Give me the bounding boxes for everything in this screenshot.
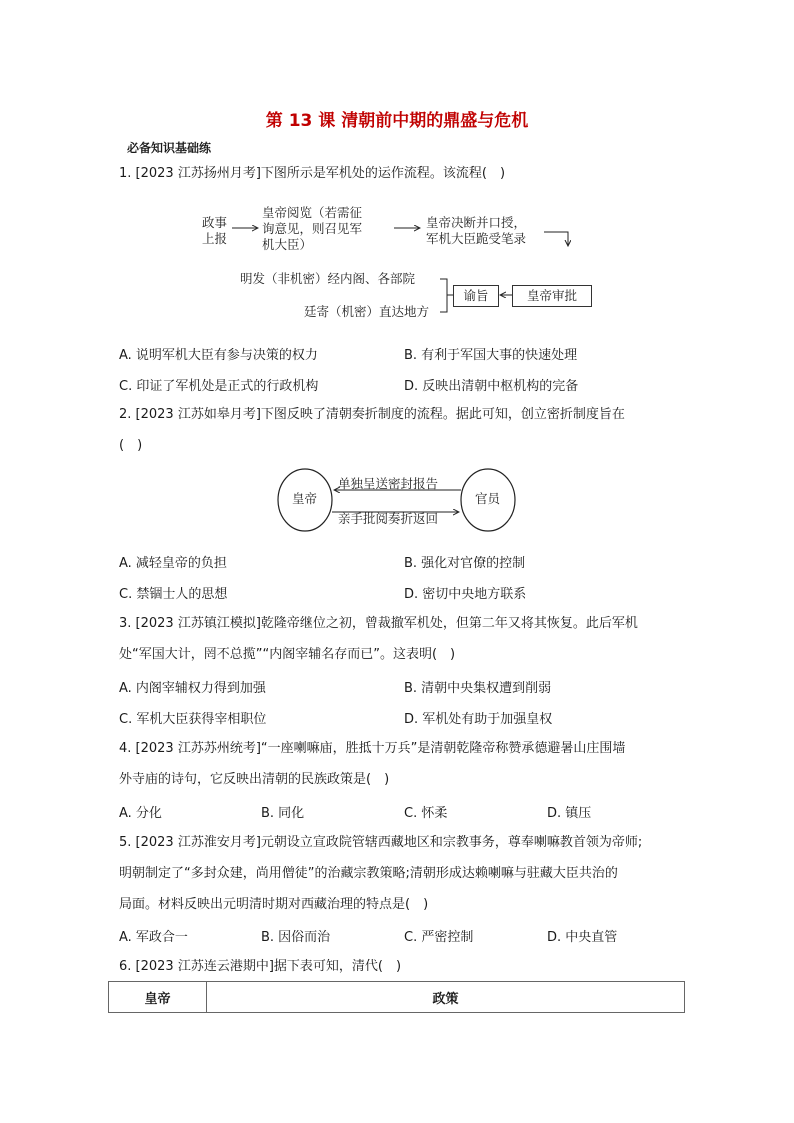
question-2-stem-line1: 2. [2023 江苏如皋月考]下图反映了清朝奏折制度的流程。据此可知，创立密折制度旨在 [119,407,625,422]
table-header-emperor: 皇帝 [109,982,207,1013]
flow-arrows [0,0,794,340]
flow-review-line2: 询意见，则召见军 [262,221,363,236]
question-5-stem-line3: 局面。材料反映出元明清时期对西藏治理的特点是( ) [119,897,429,912]
question-1-stem: 1. [2023 江苏扬州月考]下图所示是军机处的运作流程。该流程( ) [119,166,506,181]
q5-option-c[interactable]: C. 严密控制 [404,930,474,945]
q5-option-a[interactable]: A. 军政合一 [119,930,188,945]
q3-option-b[interactable]: B. 清朝中央集权遭到削弱 [404,681,552,696]
q2-option-c[interactable]: C. 禁锢士人的思想 [119,587,228,602]
bottom-arrow-label: 亲手批阅奏折返回 [338,511,439,526]
flow-mingfa: 明发（非机密）经内阁、各部院 [240,271,416,286]
q2-option-b[interactable]: B. 强化对官僚的控制 [404,556,526,571]
top-arrow-label: 单独呈送密封报告 [338,476,439,491]
flow-review-line3: 机大臣） [262,237,313,252]
q1-option-d[interactable]: D. 反映出清朝中枢机构的完备 [404,379,579,394]
question-4-stem-line2: 外寺庙的诗句，它反映出清朝的民族政策是( ) [119,772,390,787]
arrow-decide-down [544,232,568,246]
question-5-stem-line1: 5. [2023 江苏淮安月考]元朝设立宣政院管辖西藏地区和宗教事务，尊奉喇嘛教首领为帝师; [119,835,643,850]
flow-review-line1: 皇帝阅览（若需征 [262,205,363,220]
section-heading: 必备知识基础练 [127,141,212,155]
question-4-stem-line1: 4. [2023 江苏苏州统考]“一座喇嘛庙，胜抵十万兵”是清朝乾隆帝称赞承德避暑山庄围墙 [119,741,626,756]
q1-option-a[interactable]: A. 说明军机大臣有参与决策的权力 [119,348,318,363]
q2-option-a[interactable]: A. 减轻皇帝的负担 [119,556,227,571]
table-header-row [109,982,685,1013]
flow-edict-label: 谕旨 [463,288,489,303]
q4-option-c[interactable]: C. 怀柔 [404,806,448,821]
official-label: 官员 [475,491,501,506]
q4-option-b[interactable]: B. 同化 [261,806,305,821]
question-5-stem-line2: 明朝制定了“多封众建，尚用僧徒”的治藏宗教策略;清朝形成达赖喇嘛与驻藏大臣共治的 [119,866,618,881]
q5-option-b[interactable]: B. 因俗而治 [261,930,331,945]
question-2-stem-line2: ( ) [119,438,143,453]
flow-decide-line1: 皇帝决断并口授， [426,215,527,230]
edict-bracket [440,279,447,312]
emperor-label: 皇帝 [292,491,318,506]
q3-option-a[interactable]: A. 内阁宰辅权力得到加强 [119,681,266,696]
q4-option-a[interactable]: A. 分化 [119,806,162,821]
flow-approve-label: 皇帝审批 [526,288,577,303]
q2-option-d[interactable]: D. 密切中央地方联系 [404,587,527,602]
table-header-policy: 政策 [207,982,685,1013]
q3-option-d[interactable]: D. 军机处有助于加强皇权 [404,712,553,727]
page-title: 第 13 课 清朝前中期的鼎盛与危机 [265,111,529,131]
question-3-stem-line2: 处“军国大计，罔不总揽”“内阁宰辅名存而已”。这表明( ) [119,647,456,662]
flow-start-line1: 政事 [202,215,228,230]
q1-option-c[interactable]: C. 印证了军机处是正式的行政机构 [119,379,319,394]
question-3-stem-line1: 3. [2023 江苏镇江模拟]乾隆帝继位之初，曾裁撤军机处，但第二年又将其恢复。此后军机 [119,616,638,631]
flow-decide-line2: 军机大臣跪受笔录 [426,231,527,246]
q3-option-c[interactable]: C. 军机大臣获得宰相职位 [119,712,267,727]
q4-option-d[interactable]: D. 镇压 [547,806,592,821]
policy-table [108,981,685,1013]
q5-option-d[interactable]: D. 中央直管 [547,930,618,945]
q1-option-b[interactable]: B. 有利于军国大事的快速处理 [404,348,578,363]
question-6-stem: 6. [2023 江苏连云港期中]据下表可知，清代( ) [119,959,402,974]
flow-start-line2: 上报 [202,231,228,246]
flow-tingji: 廷寄（机密）直达地方 [304,304,430,319]
